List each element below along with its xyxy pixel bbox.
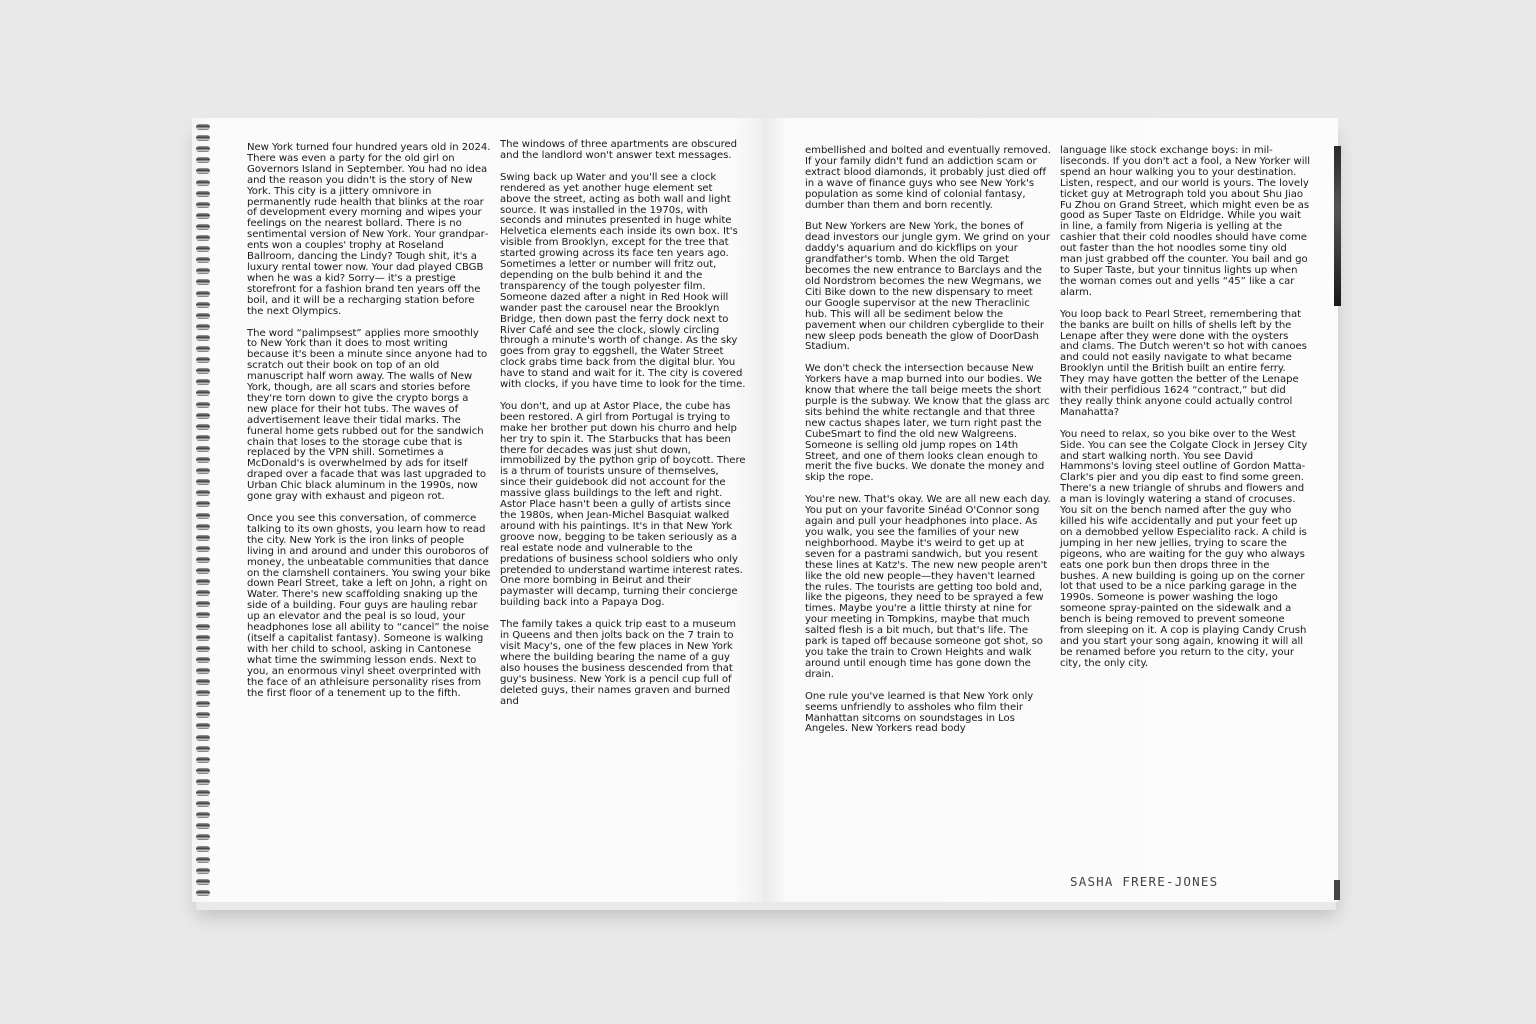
paragraph: We don't check the intersection because New Yorkers have a map burned into our bodies. We know that where the tall beige meets the short purple is the subway. We know that the glass arc sits behind the white rectangle and that three new cactus shapes later, we turn right past the CubeSmart to find the old new Walgreens. Someone is selling old jump ropes on 14th Street, and one of them looks clean enough to merit the five bucks. We donate the money and skip the rope. (805, 363, 1050, 484)
binding-coil (196, 890, 210, 896)
binding-coil (196, 191, 210, 197)
binding-coil (196, 601, 210, 607)
column-3 (805, 146, 1051, 746)
binding-coil (196, 180, 210, 186)
binding-coil (196, 857, 210, 863)
binding-coil (196, 279, 210, 285)
binding-coil (196, 424, 210, 430)
binding-coil (196, 668, 210, 674)
paragraph: New York turned four hundred years old in 2024. There was even a party for the old girl on Governors Island in September. You had no idea and the reason you didn't is the story of New York. This city is a jittery omnivore in permanently rude health that blinks at the roar of development every morning and wipes your feelings on the nearest bollard. There is no sentimental version of New York. Your grandparents won a couples' trophy at Roseland Ballroom, dancing the Lindy? Tough shit, it's a luxury rental tower now. Your dad played CBGB when he was a kid? Sorry— it's a prestige storefront for a fashion brand ten years off the boil, and it will be a recharging station before the next Olympics. (247, 142, 491, 317)
binding-coil (196, 235, 210, 241)
column-1 (247, 143, 491, 710)
paragraph: The windows of three apartments are obscured and the landlord won't answer text messages. (500, 139, 738, 161)
binding-coil (196, 490, 210, 496)
binding-coil (196, 390, 210, 396)
paragraph: Once you see this conversation, of commerce talking to its own ghosts, you learn how to read the city. New York is the iron links of people living in and around and under this ouroboros of money, the unbeatable communities that dance on the clamshell containers. You swing your bike down Pearl Street, take a left on John, a right on Water. There's new scaffolding snaking up the side of a building. Four guys are hauling rebar up an elevator and the peal is so loud, your headphones lose all ability to “cancel” the noise (itself a capitalist fantasy). Someone is walking with her child to school, asking in Cantonese what time the swimming lesson ends. Next to you, an enormous vinyl sheet overprinted with the face of an athleisure personality rises from the first floor of a tenement up to the fifth. (247, 513, 491, 699)
binding-coil (196, 746, 210, 752)
binding-coil (196, 635, 210, 641)
binding-coil (196, 712, 210, 718)
binding-coil (196, 834, 210, 840)
binding-coil (196, 435, 210, 441)
binding-coil (196, 146, 210, 152)
binding-coil (196, 157, 210, 163)
binding-coil (196, 557, 210, 563)
binding-coil (196, 757, 210, 763)
binding-coil (196, 479, 210, 485)
binding-coil (196, 568, 210, 574)
binding-coil (196, 768, 210, 774)
paragraph: language like stock exchange boys: in milliseconds. If you don't act a fool, a New Yorker will spend an hour walking you to your destination. Listen, respect, and our world is yours. The lovely ticket guy at Metrograph told you about Shu Jiao Fu Zhou on Grand Street, which might even be as good as Super Taste on Eldridge. While you wait in line, a family from Nigeria is yelling at the cashier that their cold noodles should have come out faster than the hot noodles some tiny old man just grabbed off the counter. You bail and go to Super Taste, but your tinnitus lights up when the woman comes out and yells “45” like a car alarm. (1060, 145, 1310, 298)
binding-coil (196, 302, 210, 308)
next-page-edge-bottom (1334, 880, 1340, 900)
binding-coil (196, 335, 210, 341)
paragraph: But New Yorkers are New York, the bones of dead investors our jungle gym. We grind on your daddy's aquarium and do kickflips on your grandfather's tomb. When the old Target becomes the new entrance to Barclays and the old Nordstrom becomes the new Wegmans, we Citi Bike down to the new dispensary to meet our Google supervisor at the new Theraclinic hub. This will all be sediment below the pavement when our children cyberglide to their new sleep pods beneath the glow of DoorDash Stadium. (805, 221, 1050, 353)
binding-coil (196, 413, 210, 419)
next-page-edge (1334, 146, 1341, 306)
binding-coil (196, 690, 210, 696)
binding-coil (196, 679, 210, 685)
binding-coil (196, 313, 210, 319)
binding-coil (196, 324, 210, 330)
binding-coil (196, 268, 210, 274)
binding-coil (196, 224, 210, 230)
binding-coil (196, 368, 210, 374)
paragraph: Swing back up Water and you'll see a clock rendered as yet another huge element set above the street, acting as both wall and light source. It was installed in the 1970s, with seconds and minutes presented in huge white Helvetica elements each inside its own box. It's visible from Brooklyn, except for the tree that started growing across its face ten years ago. Sometimes a letter or number will fritz out, depending on the bulb behind it and the transparency of the tough polyester film. Someone dazed after a night in Red Hook will wander past the carousel near the Brooklyn Bridge, then down past the ferry dock next to River Café and see the clock, slowly circling through a minute's worth of change. As the sky goes from gray to eggshell, the Water Street clock grabs time back from the digital blur. You have to stand and wait for it. The city is covered with clocks, if you have time to look for the time. (500, 171, 746, 391)
binding-coil (196, 213, 210, 219)
binding-coil (196, 868, 210, 874)
binding-coil (196, 535, 210, 541)
binding-coil (196, 790, 210, 796)
binding-coil (196, 402, 210, 408)
paragraph: You're new. That's okay. We are all new each day. You put on your favorite Sinéad O'Connor song again and pull your headphones into place. As you walk, you see the families of your new neighborhood. Maybe it's weird to get up at seven for a pastrami sandwich, but you resent these lines at Katz's. The new new people aren't like the old new people—they haven't learned the rules. The tourists are getting too bold and, like the pigeons, they need to be sprayed a few times. Maybe you're a little thirsty at nine for your meeting in Tompkins, maybe that much salted flesh is a bit much, but that's life. The park is taped off because someone got shot, so you take the train to Crown Heights and walk around until enough time has gone down the drain. (805, 494, 1051, 680)
binding-coil (196, 124, 210, 130)
binding-coil (196, 801, 210, 807)
binding-coil (196, 246, 210, 252)
binding-coil (196, 379, 210, 385)
binding-coil (196, 590, 210, 596)
binding-coil (196, 812, 210, 818)
binding-coil (196, 457, 210, 463)
column-4 (1060, 146, 1310, 681)
paragraph: You need to relax, so you bike over to the West Side. You can see the Colgate Clock in Jersey City and start walking north. You see David Hammons's loving steel outline of Gordon Matta-Clark's pier and you dip east to find some green. There's a new triangle of shrubs and flowers and a man is lovingly watering a stand of crocuses. You sit on the bench named after the guy who killed his wife accidentally and put your feet up on a demobbed yellow Especialito rack. A child is jumping in her new jellies, trying to scare the pigeons, who are waiting for the guy who always eats one pork bun then drops three in the bushes. A new building is going up on the corner lot that used to be a nice parking garage in the 1990s. Someone is power washing the logo someone spray-painted on the sidewalk and a bench is being removed to prevent someone from sleeping on it. A cop is playing Candy Crush and you start your song again, knowing it will all be renamed before you return to the city, your city, the only city. (1060, 428, 1308, 669)
binding-coil (196, 468, 210, 474)
binding-coil (196, 546, 210, 552)
binding-coil (196, 579, 210, 585)
paragraph: The word “palimpsest” applies more smoothly to New York than it does to most writing because it's been a minute since anyone had to scratch out their book on top of an old manuscript half worn away. The walls of New York, though, are all scars and stories before they're torn down to give the crypto borgs a new place for their hot tubs. The waves of advertisement leave their tidal marks. The funeral home gets rubbed out for the sandwich chain that loses to the storage cube that is replaced by the VPN shill. Sometimes a McDonald's is overwhelmed by ads for itself draped over a facade that was last upgraded to Urban Chic black aluminum in the 1990s, now gone gray with exhaust and pigeon rot. (247, 327, 488, 503)
binding-coil (196, 723, 210, 729)
binding-coil (196, 879, 210, 885)
binding-coil (196, 612, 210, 618)
binding-coil (196, 257, 210, 263)
binding-coil (196, 823, 210, 829)
spiral-binding (196, 124, 216, 904)
binding-coil (196, 524, 210, 530)
paragraph: You loop back to Pearl Street, remembering that the banks are built on hills of shells left by the Lenape after they were done with the oysters and clams. The Dutch weren't so hot with canoes and could not easily navigate to what became Brooklyn until the British built an entire ferry. They may have gotten the better of the Lenape with their perfidious 1624 “contract,” but did they really think anyone could actually control Manahatta? (1060, 308, 1307, 418)
paragraph: You don't, and up at Astor Place, the cube has been restored. A girl from Portugal is trying to make her brother put down his churro and help her try to spin it. The Starbucks that has been there for decades was just shut down, immobilized by the python grip of boycott. There is a thrum of tourists unsure of themselves, since their guidebook did not account for the massive glass buildings to the left and right. Astor Place hasn't been a gully of artists since the 1980s, when Jean-Michel Basquiat walked around with his paintings. It's in that New York groove now, begging to be taken seriously as a real estate node and vulnerable to the predations of business school soldiers who only pretended to understand wartime interest rates. One more bombing in Beirut and their paymaster will decamp, turning their concierge building back into a Papaya Dog. (500, 400, 746, 609)
binding-coil (196, 646, 210, 652)
binding-coil (196, 135, 210, 141)
binding-coil (196, 846, 210, 852)
binding-coil (196, 446, 210, 452)
binding-coil (196, 624, 210, 630)
binding-coil (196, 701, 210, 707)
binding-coil (196, 291, 210, 297)
author-signature: SASHA FRERE-JONES (1070, 874, 1219, 889)
binding-coil (196, 779, 210, 785)
binding-coil (196, 357, 210, 363)
paragraph: embellished and bolted and eventually removed. If your family didn't fund an addiction scam or extract blood diamonds, it probably just died off in a wave of finance guys who see New York's population as some kind of colonial fantasy, dumber than them and born recently. (805, 145, 1051, 211)
binding-coil (196, 657, 210, 663)
column-2 (500, 140, 746, 718)
binding-coil (196, 513, 210, 519)
binding-coil (196, 501, 210, 507)
binding-coil (196, 202, 210, 208)
paragraph: The family takes a quick trip east to a museum in Queens and then jolts back on the 7 train to visit Macy's, one of the few places in New York where the building bearing the name of a guy also houses the business descended from that guy's business. New York is a pencil cup full of deleted guys, their names graven and burned and (500, 619, 736, 707)
binding-coil (196, 735, 210, 741)
paragraph: One rule you've learned is that New York only seems unfriendly to assholes who film their Manhattan sitcoms on soundstages in Los Angeles. New Yorkers read body (805, 690, 1034, 735)
binding-coil (196, 168, 210, 174)
binding-coil (196, 346, 210, 352)
